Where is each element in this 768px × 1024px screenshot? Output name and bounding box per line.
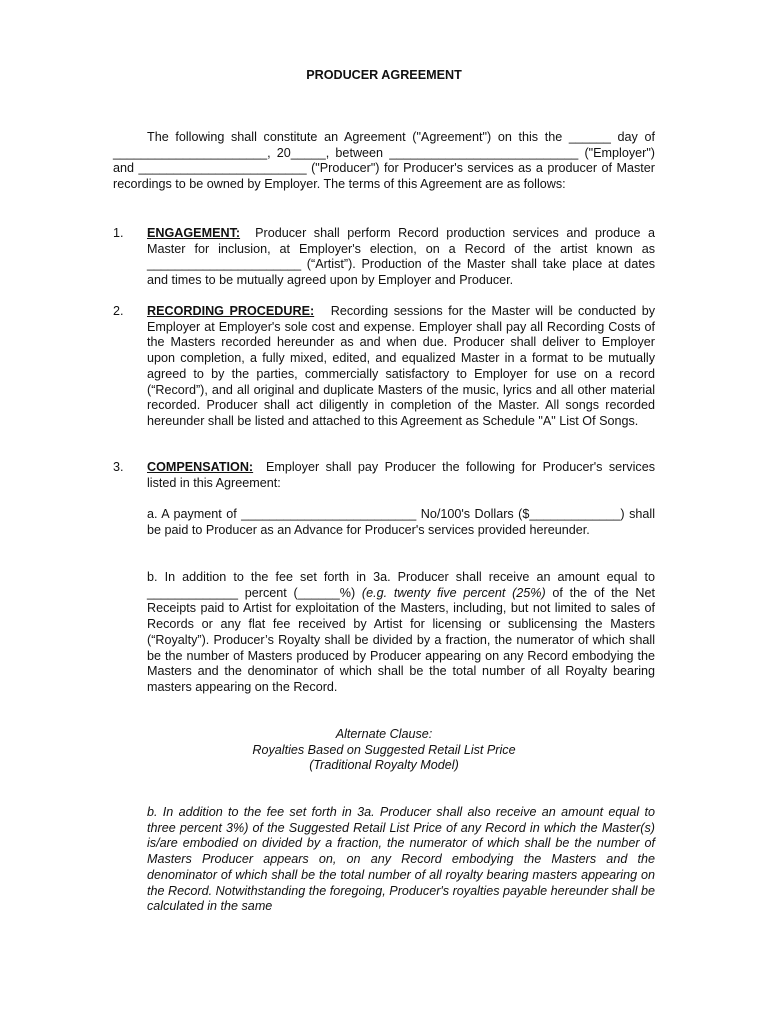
section-1-number: 1. (113, 226, 124, 240)
section-1-heading: ENGAGEMENT: (147, 226, 241, 240)
document-title: PRODUCER AGREEMENT (306, 68, 462, 82)
section-1-text: Producer shall perform Record production services and produce a Master for inclusion, at Employer's election, on a Record of the artist known as ______________________ (“Artist”). Production of the Master shall take place at dates and times to be mutually agreed upon by Employer and Producer. (147, 226, 656, 288)
section-3-heading: COMPENSATION: (147, 460, 254, 474)
section-2-text: Recording sessions for the Master will be conducted by Employer at Employer's sole cost and expense. Employer shall pay all Recording Costs of the Masters recorded hereunder as and when due. Producer shall deliver to Employer upon completion, a fully mixed, edited, and equalized Master in a format to be mutually agreed to by the parties, commercially satisfactory to Employer for use on a record (“Record”), and all original and duplicate Masters of the music, lyrics and all other material recorded. Producer shall act diligently in completion of the Master. All songs recorded hereunder shall be listed and attached to this Agreement as Schedule "A" List Of Songs. (147, 304, 656, 428)
alternate-clause-title: Royalties Based on Suggested Retail List Price (252, 743, 516, 757)
compensation-para-a: a. A payment of _________________________ No/100's Dollars ($_____________) shall be paid to Producer as an Advance for Producer's services provided hereunder. (147, 507, 655, 537)
section-2-heading: RECORDING PROCEDURE: (147, 304, 315, 318)
alternate-clause-subtitle: (Traditional Royalty Model) (309, 758, 459, 772)
section-2-paragraph (147, 304, 655, 430)
section-3-number: 3. (113, 460, 124, 474)
section-3-text: Employer shall pay Producer the following for Producer's services listed in this Agreement: (147, 460, 656, 490)
para-b-part-2: of the of the Net Receipts paid to Artist for exploitation of the Masters, including, but not limited to sales of Records or any flat fee received by Artist for licensing or sublicensing the Masters (“Royalty”). Producer’s Royalty shall be divided by a fraction, the numerator of which shall be the number of Masters produced by Producer appearing on any Record embodying the Masters and the denominator of which shall be the total number of all Royalty bearing masters appearing on the Record. (147, 585, 656, 694)
alternate-para-b: b. In addition to the fee set forth in 3a. Producer shall also receive an amount equal to three percent 3%) of the Suggested Retail List Price of any Record in which the Master(s) is/are embodied on divided by a fraction, the numerator of which shall be the number of Masters Producer appears on, on any Record embodying the Masters and the denominator of which shall be the total number of all royalty bearing masters appearing on the Record. Notwithstanding the foregoing, Producer's royalties payable hereunder shall be calculated in the same (147, 805, 655, 914)
compensation-para-b (147, 570, 655, 696)
intro-paragraph: The following shall constitute an Agreement ("Agreement") on this the ______ day of ______________________, 20_____, between ___________________________ ("Employer") and ________________________ ("Producer") for Producer's services as a producer of Master recordings to be owned by Employer. The terms of this Agreement are as follows: (113, 130, 655, 192)
section-1-paragraph (147, 226, 655, 289)
section-3-paragraph (147, 460, 655, 491)
para-b-part-1: b. In addition to the fee set forth in 3a. Producer shall receive an amount equal to _____________ percent (______%) (147, 570, 655, 600)
section-2-number: 2. (113, 304, 124, 318)
para-b-example: (e.g. twenty five percent (25%) (361, 585, 546, 600)
alternate-clause-label: Alternate Clause: (335, 727, 433, 741)
